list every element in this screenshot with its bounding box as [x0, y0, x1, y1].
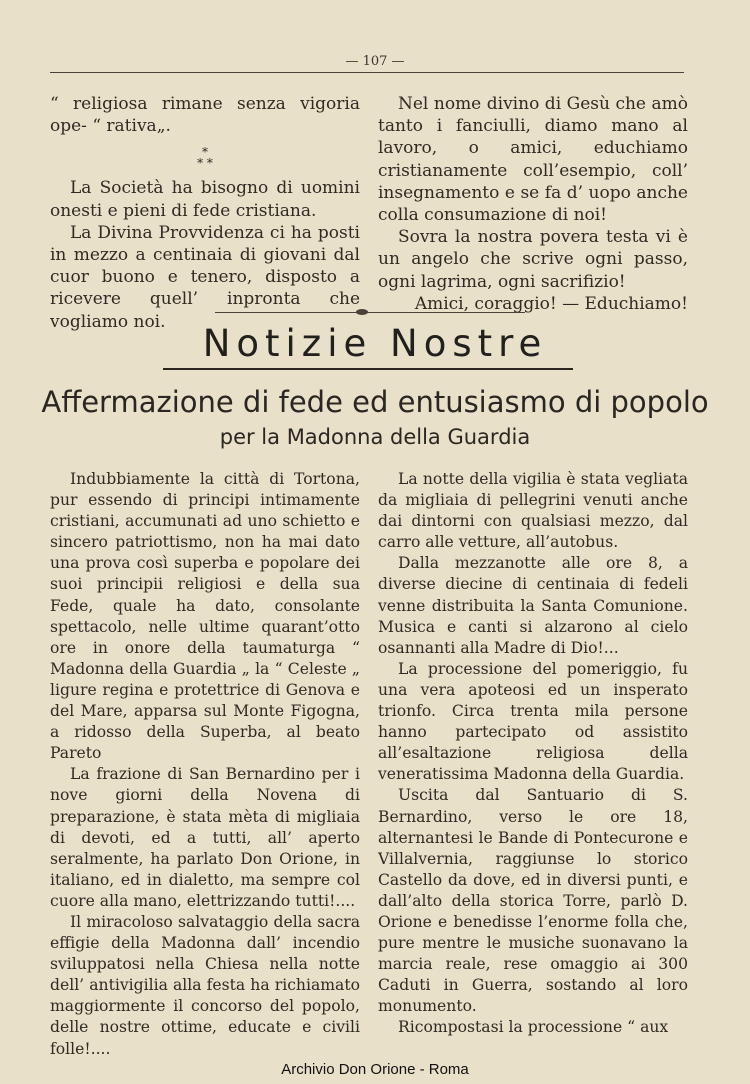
top-right-paragraph-2: Sovra la nostra povera testa vi è un angelo che scrive ogni passo, ogni lagrima, ogni sacrifizio!: [378, 227, 688, 292]
article-left-paragraph-2: La frazione di San Bernardino per i nove giorni della Novena di preparazione, è stata mèta di migliaia di devoti, ed a tutti, all’ aperto seralmente, ha parlato Don Orione, in italiano, ed in dialetto, ma sempre col cuore alla mano, elettrizzando tutti!....: [50, 765, 360, 910]
article-right-paragraph-5: Ricompostasi la processione “ aux: [398, 1018, 669, 1037]
archive-footer: Archivio Don Orione - Roma: [281, 1061, 469, 1078]
top-left-paragraph-3: La Divina Provvidenza ci ha posti in mezzo a centinaia di giovani dal cuor buono e tenero, disposto a ricevere quell’ inpronta che vogliamo noi.: [50, 222, 360, 332]
top-right-column: [378, 93, 688, 315]
article-headline: Affermazione di fede ed entusiasmo di popolo: [41, 385, 709, 419]
top-left-paragraph-1: “ religiosa rimane senza vigoria ope- “ rativa„.: [50, 94, 360, 137]
article-right-paragraph-4: Uscita dal Santuario di S. Bernardino, verso le ore 18, alternantesi le Bande di Pontecurone e Villalvernia, raggiunse lo storico Castello da dove, ed in diversi punti, e dall’alto della storica Torre, parlò D. Orione e benedisse l’enorme folla che, pure mentre le musiche suonavano la marcia reale, rese omaggio ai 300 Caduti in Guerra, sostando al loro monumento.: [378, 786, 688, 1016]
article-subheadline: per la Madonna della Guardia: [219, 425, 531, 449]
top-right-paragraph-3: Amici, coraggio! — Educhiamo!: [414, 293, 688, 314]
top-left-paragraph-2: La Società ha bisogno di uomini onesti e pieni di fede cristiana.: [50, 178, 360, 221]
section-underline: [163, 368, 573, 370]
article-left-column: [50, 469, 360, 1060]
article-right-column: [378, 469, 688, 1039]
top-right-paragraph-1: Nel nome divino di Gesù che amò tanto i fanciulli, diamo mano al lavoro, o amici, educhiamo cristianamente coll’esempio, coll’ insegnamento e se fa d’ uopo anche colla consumazione di noi!: [378, 94, 688, 226]
asterism-separator: * * *: [197, 145, 213, 171]
header-rule: [50, 72, 684, 73]
article-right-paragraph-1: La notte della vigilia è stata vegliata da migliaia di pellegrini venuti anche dai dintorni con qualsiasi mezzo, dal carro alle vetture, all’autobus.: [378, 470, 688, 552]
ornament-rule: [215, 312, 525, 313]
article-right-paragraph-2: Dalla mezzanotte alle ore 8, a diverse diecine di centinaia di fedeli venne distribuita la Santa Comunione. Musica e canti si alzarono al cielo osannanti alla Madre di Dio!...: [378, 554, 688, 657]
ornament-dot: [356, 309, 368, 315]
article-left-paragraph-3: Il miracoloso salvataggio della sacra effigie della Madonna dall’ incendio sviluppatosi nella Chiesa nella notte dell’ antivigilia alla festa ha richiamato maggiormente il concorso del popolo, delle nostre ottime, educate e civili folle!....: [50, 912, 360, 1058]
article-right-paragraph-3: La processione del pomeriggio, fu una vera apoteosi ed un insperato trionfo. Circa trenta mila persone hanno partecipato od assistito all’esaltazione religiosa della veneratissima Madonna della Guardia.: [378, 659, 688, 784]
page-number: — 107 —: [345, 54, 405, 69]
article-left-paragraph-1: Indubbiamente la città di Tortona, pur essendo di principi intimamente cristiani, accumunati ad uno schietto e sincero patriottismo, non ha mai dato una prova così superba e popolare dei suoi principii religiosi e della sua Fede, quale ha dato, consolante spettacolo, nelle ultime quarant’otto ore in onore della taumaturga “ Madonna della Guardia „ la “ Celeste „ ligure regina e protettrice di Genova e del Mare, apparsa sul Monte Figogna, a ridosso della Superba, al beato Pareto: [50, 470, 360, 763]
section-title: Notizie Nostre: [202, 322, 548, 365]
top-left-column: [50, 93, 360, 333]
